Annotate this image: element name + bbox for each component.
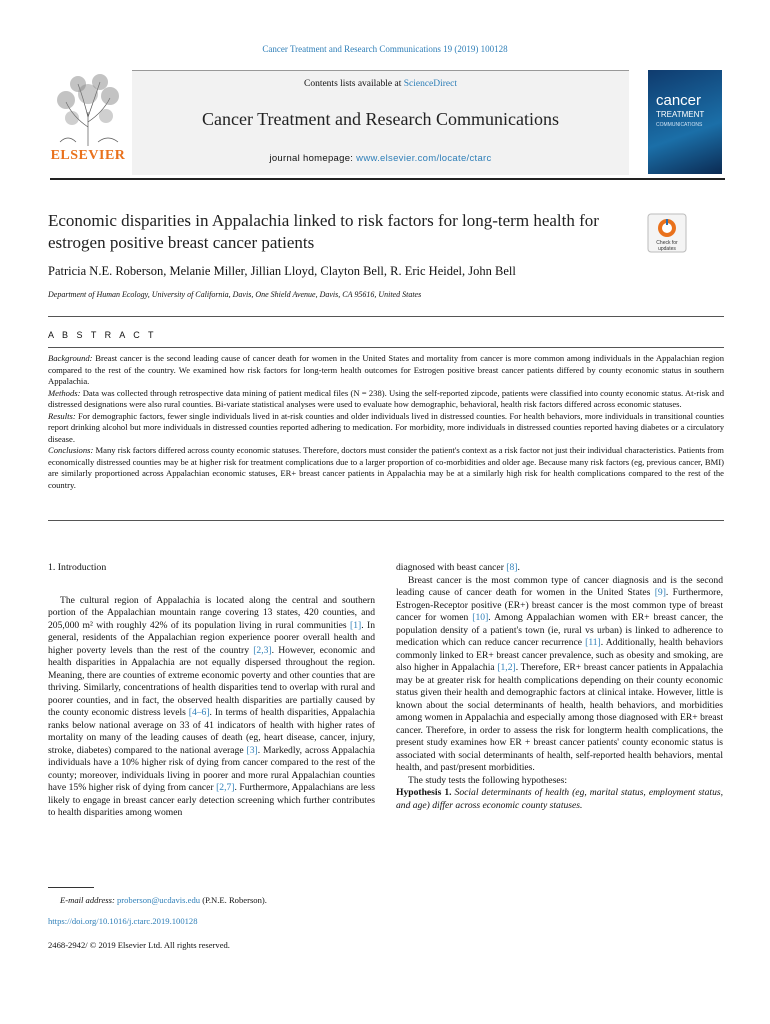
label: Conclusions:	[48, 445, 94, 455]
paragraph: The study tests the following hypotheses:	[408, 774, 568, 786]
homepage-link[interactable]: www.elsevier.com/locate/ctarc	[356, 153, 492, 164]
citation-link[interactable]: [11]	[585, 637, 601, 648]
check-updates-label: Check for updates	[656, 240, 678, 252]
label: Hypothesis 1.	[396, 787, 452, 798]
text: Data was collected through retrospective data mining of patient medical files (N = 238). Using the self-reported zipcode, patients were classified into county economic status. At-risk and distressed designations were also rural counties. Bi-variate statistical analyses were used to evaluate how demographic, behavioral, health risk factors differed across economic statuses.	[48, 387, 724, 409]
text: . Furthermore, Appalachians are less likely to engage in breast cancer early detection screening which further contributes to health disparities among women	[48, 782, 375, 818]
abstract-body	[48, 353, 724, 491]
text: . In general, residents of the Appalachian region experience poorer overall health and higher poverty levels than the rest of the country	[48, 619, 375, 656]
copyright: 2468-2942/ © 2019 Elsevier Ltd. All rights reserved.	[48, 940, 230, 950]
homepage-prefix: journal homepage:	[269, 153, 357, 164]
text: Breast cancer is the most common type of cancer diagnosis and is the second leading cause of cancer death for women in the United States	[396, 574, 723, 598]
paragraph	[396, 575, 723, 775]
citation-link[interactable]: [8]	[506, 562, 518, 573]
text: . Furthermore, Estrogen-Receptor positive (ER+) breast cancer is the most common type of breast cancer for women	[396, 587, 723, 623]
article-title: Economic disparities in Appalachia linked to risk factors for long-term health for estrogen positive breast cancer patients	[48, 211, 599, 252]
footnote-rule	[48, 887, 94, 888]
citation-link[interactable]: [10]	[472, 612, 489, 623]
abstract-conclusions	[48, 445, 724, 491]
cover-line1: cancer	[656, 92, 702, 109]
paragraph	[48, 595, 375, 820]
journal-reference[interactable]: Cancer Treatment and Research Communications 19 (2019) 100128	[262, 44, 508, 54]
text: . Additionally, health behaviors commonly linked to ER+ breast cancer prevalence, such as obesity and smoking, are also higher in Appalachia	[396, 637, 723, 673]
divider	[48, 520, 724, 521]
text: .	[517, 562, 520, 573]
cover-line2: TREATMENT	[656, 110, 705, 119]
journal-homepage	[132, 153, 629, 164]
email-label: E-mail address:	[60, 895, 117, 905]
abstract-methods	[48, 388, 724, 411]
header-rule	[50, 178, 725, 180]
text: . Therefore, ER+ breast cancer patients in Appalachia may be at greater risk for health complications depending on their county economic status given their health and demographic factors at clinical intake. However, little is known about the social determinants of health, health behaviors, and morbidities among women in Appalachia and especially among those diagnosed with ER+ breast cancer. Therefore, in order to assess the risk for longterm health complications, the present study examines how ER + breast cancer patients' county economic status is associated with social determinants of health, self-reported health behaviors, mental health, and past/present morbidities.	[396, 662, 723, 773]
section-heading: 1. Introduction	[48, 562, 107, 573]
text: Breast cancer is the second leading cause of cancer death for women in the United States and mortality from cancer is more common among individuals in the Appalachian region compared to the rest of the country. We examined how risk factors for long-term health outcomes for Estrogen positive breast cancer patients differed by county economic status in southern Appalachia.	[48, 353, 724, 386]
elsevier-wordmark: ELSEVIER	[50, 148, 126, 163]
citation-link[interactable]: [2,7]	[216, 782, 235, 793]
citation-link[interactable]: [3]	[246, 744, 258, 756]
divider	[48, 316, 724, 317]
abstract-results	[48, 411, 724, 446]
journal-cover-image[interactable]	[648, 70, 722, 174]
cover-line3: COMMUNICATIONS	[656, 122, 703, 128]
body-right-column	[396, 562, 723, 812]
contents-prefix: Contents lists available at	[303, 79, 404, 89]
citation-link[interactable]: [1,2]	[497, 662, 516, 673]
journal-title: Cancer Treatment and Research Communications	[202, 109, 559, 129]
text: diagnosed with beast cancer	[396, 562, 507, 573]
check-for-updates-badge[interactable]	[647, 213, 687, 253]
abstract-background	[48, 353, 724, 388]
text: . Markedly, across Appalachia individuals have a 10% higher risk of dying from cancer compared to the rest of the county; moreover, individuals living in poorer and more rural Appalachian counties have 15% higher risk of dying from cancer	[48, 744, 376, 793]
abstract-heading: A B S T R A C T	[48, 330, 157, 340]
email-link[interactable]: proberson@ucdavis.edu	[116, 895, 201, 905]
divider	[48, 347, 724, 348]
text: (P.N.E. Roberson).	[200, 895, 267, 905]
label: Methods:	[48, 387, 81, 398]
label: Results:	[48, 410, 76, 421]
citation-link[interactable]: [9]	[654, 587, 666, 598]
text: Many risk factors differed across county economic statuses. Therefore, doctors must consider the patient's context as a risk factor not just their individual characteristics. Patients from economically distressed counties may be at higher risk for treatment complications due to a larger proportion of co-morbidities and older age. Because many risk factors (eg, previous cancer, BMI) are similarly proportioned across Appalachian economic statuses, ER+ breast cancer patients in Appalachia may be at a similarly high risk for health complications compared to the rest of the country.	[48, 445, 724, 490]
text: The cultural region of Appalachia is located along the central and southern portion of the Appalachian mountain range covering 13 states, 420 counties, and 205,000 m² with roughly 42% of its population living in rural communities	[48, 594, 375, 631]
body-left-column	[48, 562, 375, 820]
text: . In terms of health disparities, Appalachia ranks below national average on 33 of 41 indicators of health with higher rates of mortality on many of the leading causes of death (eg, heart disease, cancer, injury, stroke, diabetes) compared to the national average	[48, 707, 376, 756]
contents-available	[132, 79, 629, 89]
text: . Among Appalachian women with ER+ breast cancer, the population density of a patient's town (ie, rural vs urban) is linked to adherence to medication which can reduce cancer recurrence	[396, 612, 724, 648]
citation-link[interactable]: [1]	[350, 619, 362, 631]
journal-header-box	[132, 70, 629, 175]
hypothesis-1	[396, 787, 723, 812]
doi-link[interactable]: https://doi.org/10.1016/j.ctarc.2019.100128	[48, 916, 198, 926]
text: Social determinants of health (eg, marital status, employment status, and age) differ across economic county statuses.	[396, 787, 723, 811]
text: For demographic factors, fewer single individuals lived in at-risk counties and older individuals lived in distressed counties. For health behaviors, more individuals in transitional counties report drinking alcohol but more individuals in distressed counties reported adhering to medication. For morbidity, more individuals in distressed counties reported having diabetes or a circulatory disease.	[48, 410, 724, 444]
author-list: Patricia N.E. Roberson, Melanie Miller, Jillian Lloyd, Clayton Bell, R. Eric Heidel, John Bell	[48, 264, 516, 278]
label: Background:	[48, 353, 93, 363]
citation-link[interactable]: [2,3]	[253, 644, 272, 656]
sciencedirect-link[interactable]: ScienceDirect	[403, 79, 457, 89]
affiliation: Department of Human Ecology, University of California, Davis, One Shield Avenue, Davis, CA 95616, United States	[48, 290, 422, 299]
paragraph	[396, 562, 723, 575]
text: . However, economic and health disparities in Appalachia are not equally dispersed throughout the region. Meaning, there are counties of extreme economic poverty and other counties that are thriving. Similarly, concentrations of health disparities tend to overlap with rural and poorer counties, and in fact, the observed health disparities are partially caused by the county economic distress levels	[48, 644, 375, 718]
email-footnote	[60, 895, 267, 905]
citation-link[interactable]: [4–6]	[188, 707, 210, 718]
